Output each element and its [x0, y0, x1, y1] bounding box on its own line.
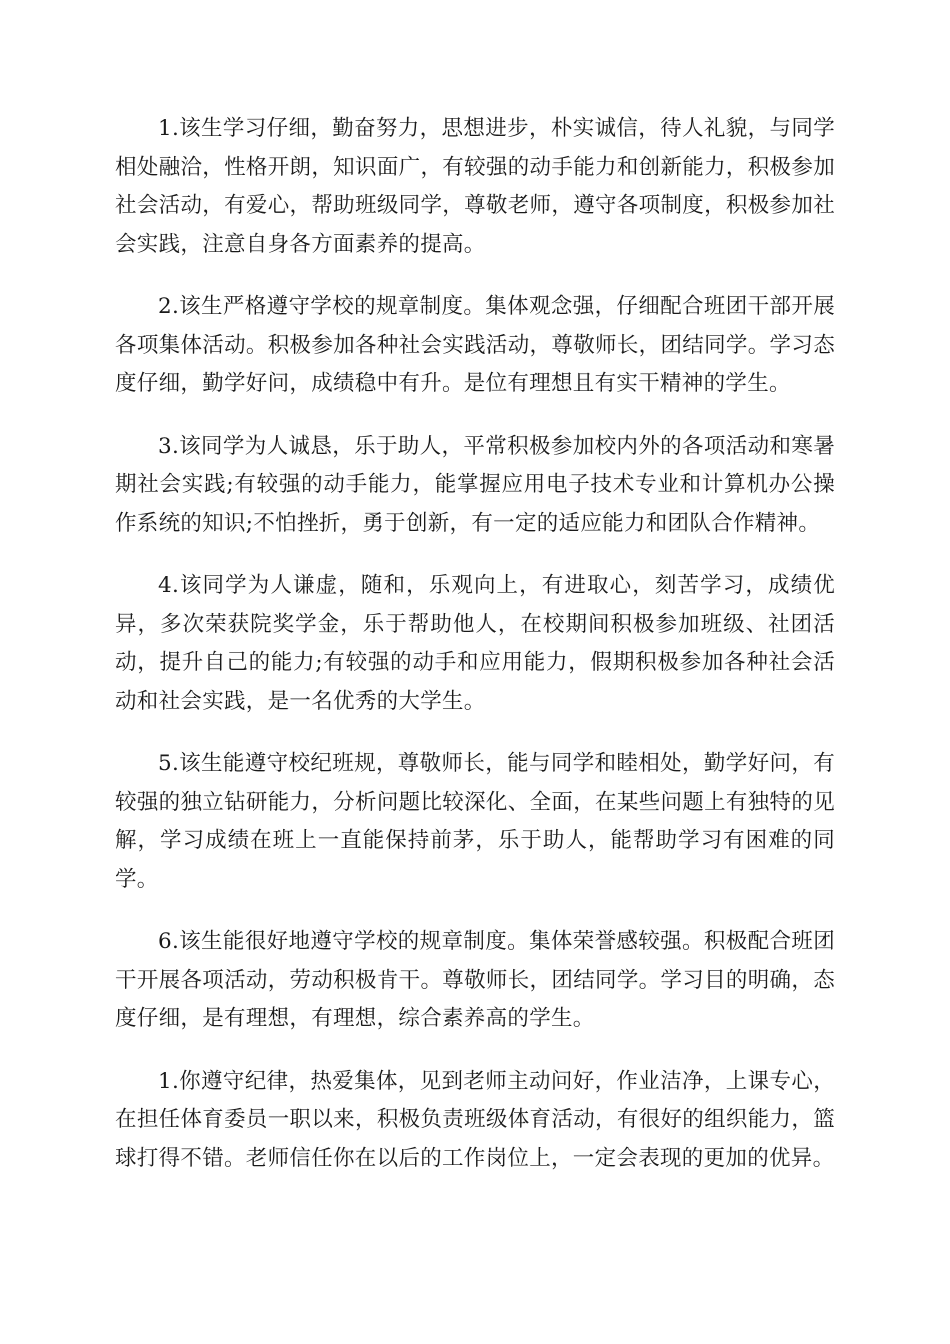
paragraph-4: 4.该同学为人谦虚，随和，乐观向上，有进取心，刻苦学习，成绩优异，多次荣获院奖学金，乐于帮助他人，在校期间积极参加班级、社团活动，提升自己的能力;有较强的动手和应用能力，假期积极参加各种社会活动和社会实践，是一名优秀的大学生。	[115, 573, 835, 714]
paragraph-2: 2.该生严格遵守学校的规章制度。集体观念强，仔细配合班团干部开展各项集体活动。积极参加各种社会实践活动，尊敬师长，团结同学。学习态度仔细，勤学好问，成绩稳中有升。是位有理想且有实干精神的学生。	[115, 294, 835, 396]
document-body	[115, 110, 835, 1202]
paragraph-6: 6.该生能很好地遵守学校的规章制度。集体荣誉感较强。积极配合班团干开展各项活动，劳动积极肯干。尊敬师长，团结同学。学习目的明确，态度仔细，是有理想，有理想，综合素养高的学生。	[115, 929, 835, 1031]
paragraph-5: 5.该生能遵守校纪班规，尊敬师长，能与同学和睦相处，勤学好问，有较强的独立钻研能力，分析问题比较深化、全面，在某些问题上有独特的见解，学习成绩在班上一直能保持前茅，乐于助人，能帮助学习有困难的同学。	[115, 751, 835, 892]
paragraph-7: 1.你遵守纪律，热爱集体，见到老师主动问好，作业洁净，上课专心，在担任体育委员一职以来，积极负责班级体育活动，有很好的组织能力，篮球打得不错。老师信任你在以后的工作岗位上，一定会表现的更加的优异。	[115, 1068, 835, 1171]
paragraph-3: 3.该同学为人诚恳，乐于助人，平常积极参加校内外的各项活动和寒暑期社会实践;有较强的动手能力，能掌握应用电子技术专业和计算机办公操作系统的知识;不怕挫折，勇于创新，有一定的适应能力和团队合作精神。	[115, 433, 835, 536]
paragraph-1: 1.该生学习仔细，勤奋努力，思想进步，朴实诚信，待人礼貌，与同学相处融洽，性格开朗，知识面广，有较强的动手能力和创新能力，积极参加社会活动，有爱心，帮助班级同学，尊敬老师，遵守各项制度，积极参加社会实践，注意自身各方面素养的提高。	[115, 116, 835, 257]
